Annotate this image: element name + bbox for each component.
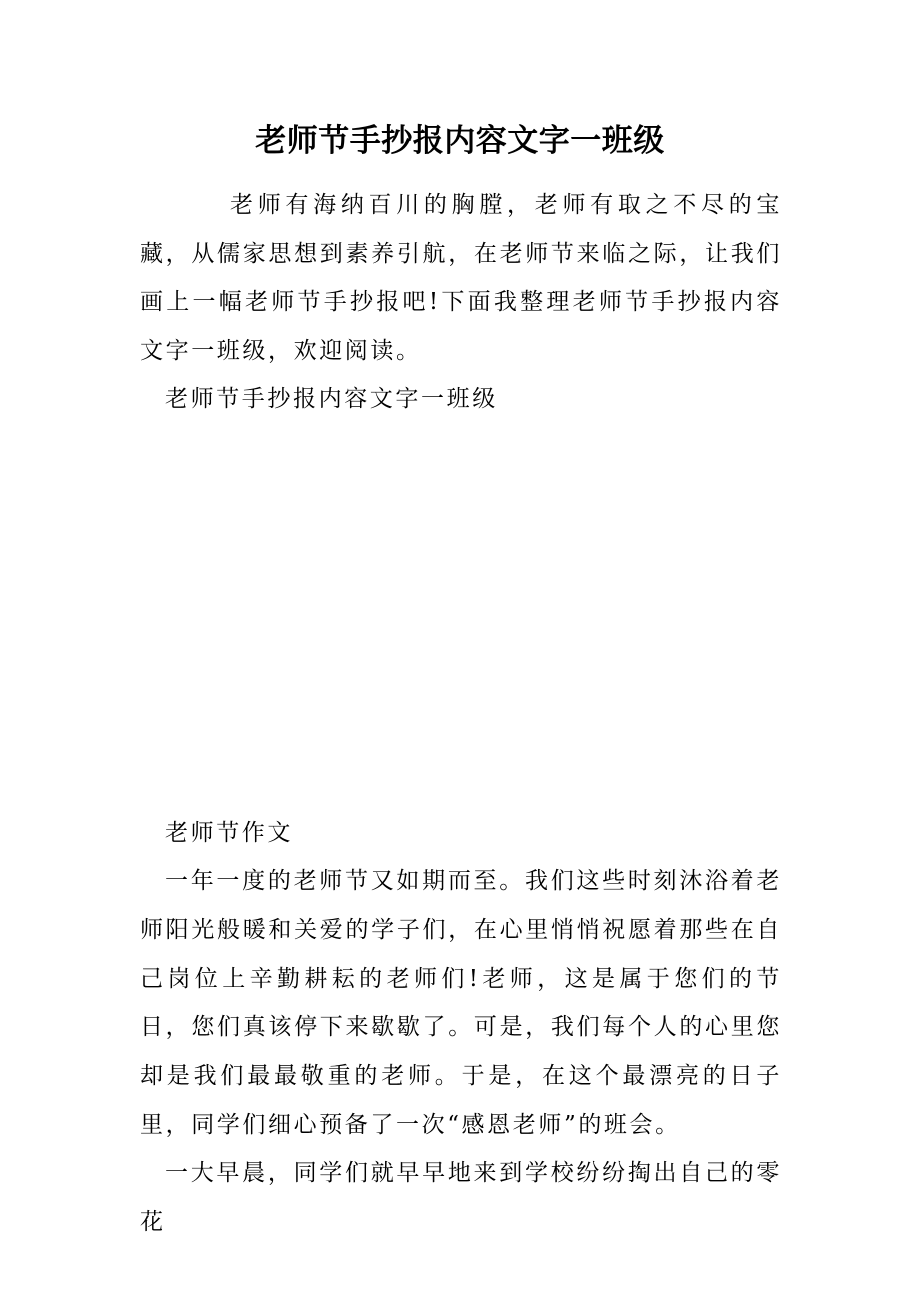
intro-paragraph: 老师有海纳百川的胸膛，老师有取之不尽的宝藏，从儒家思想到素养引航，在老师节来临之际，让我们画上一幅老师节手抄报吧!下面我整理老师节手抄报内容文字一班级，欢迎阅读。	[140, 192, 782, 364]
essay-heading: 老师节作文	[165, 820, 293, 846]
document-title: 老师节手抄报内容文字一班级	[255, 123, 665, 159]
section-subtitle: 老师节手抄报内容文字一班级	[165, 386, 498, 412]
essay-paragraph-2: 一大早晨，同学们就早早地来到学校纷纷掏出自己的零花	[140, 1160, 782, 1235]
essay-paragraph-1: 一年一度的老师节又如期而至。我们这些时刻沐浴着老师阳光般暖和关爱的学子们，在心里悄悄祝愿着那些在自己岗位上辛勤耕耘的老师们!老师，这是属于您们的节日，您们真该停下来歇歇了。可是，我们每个人的心里您却是我们最最敬重的老师。于是，在这个最漂亮的日子里，同学们细心预备了一次“感恩老师”的班会。	[140, 868, 782, 1138]
